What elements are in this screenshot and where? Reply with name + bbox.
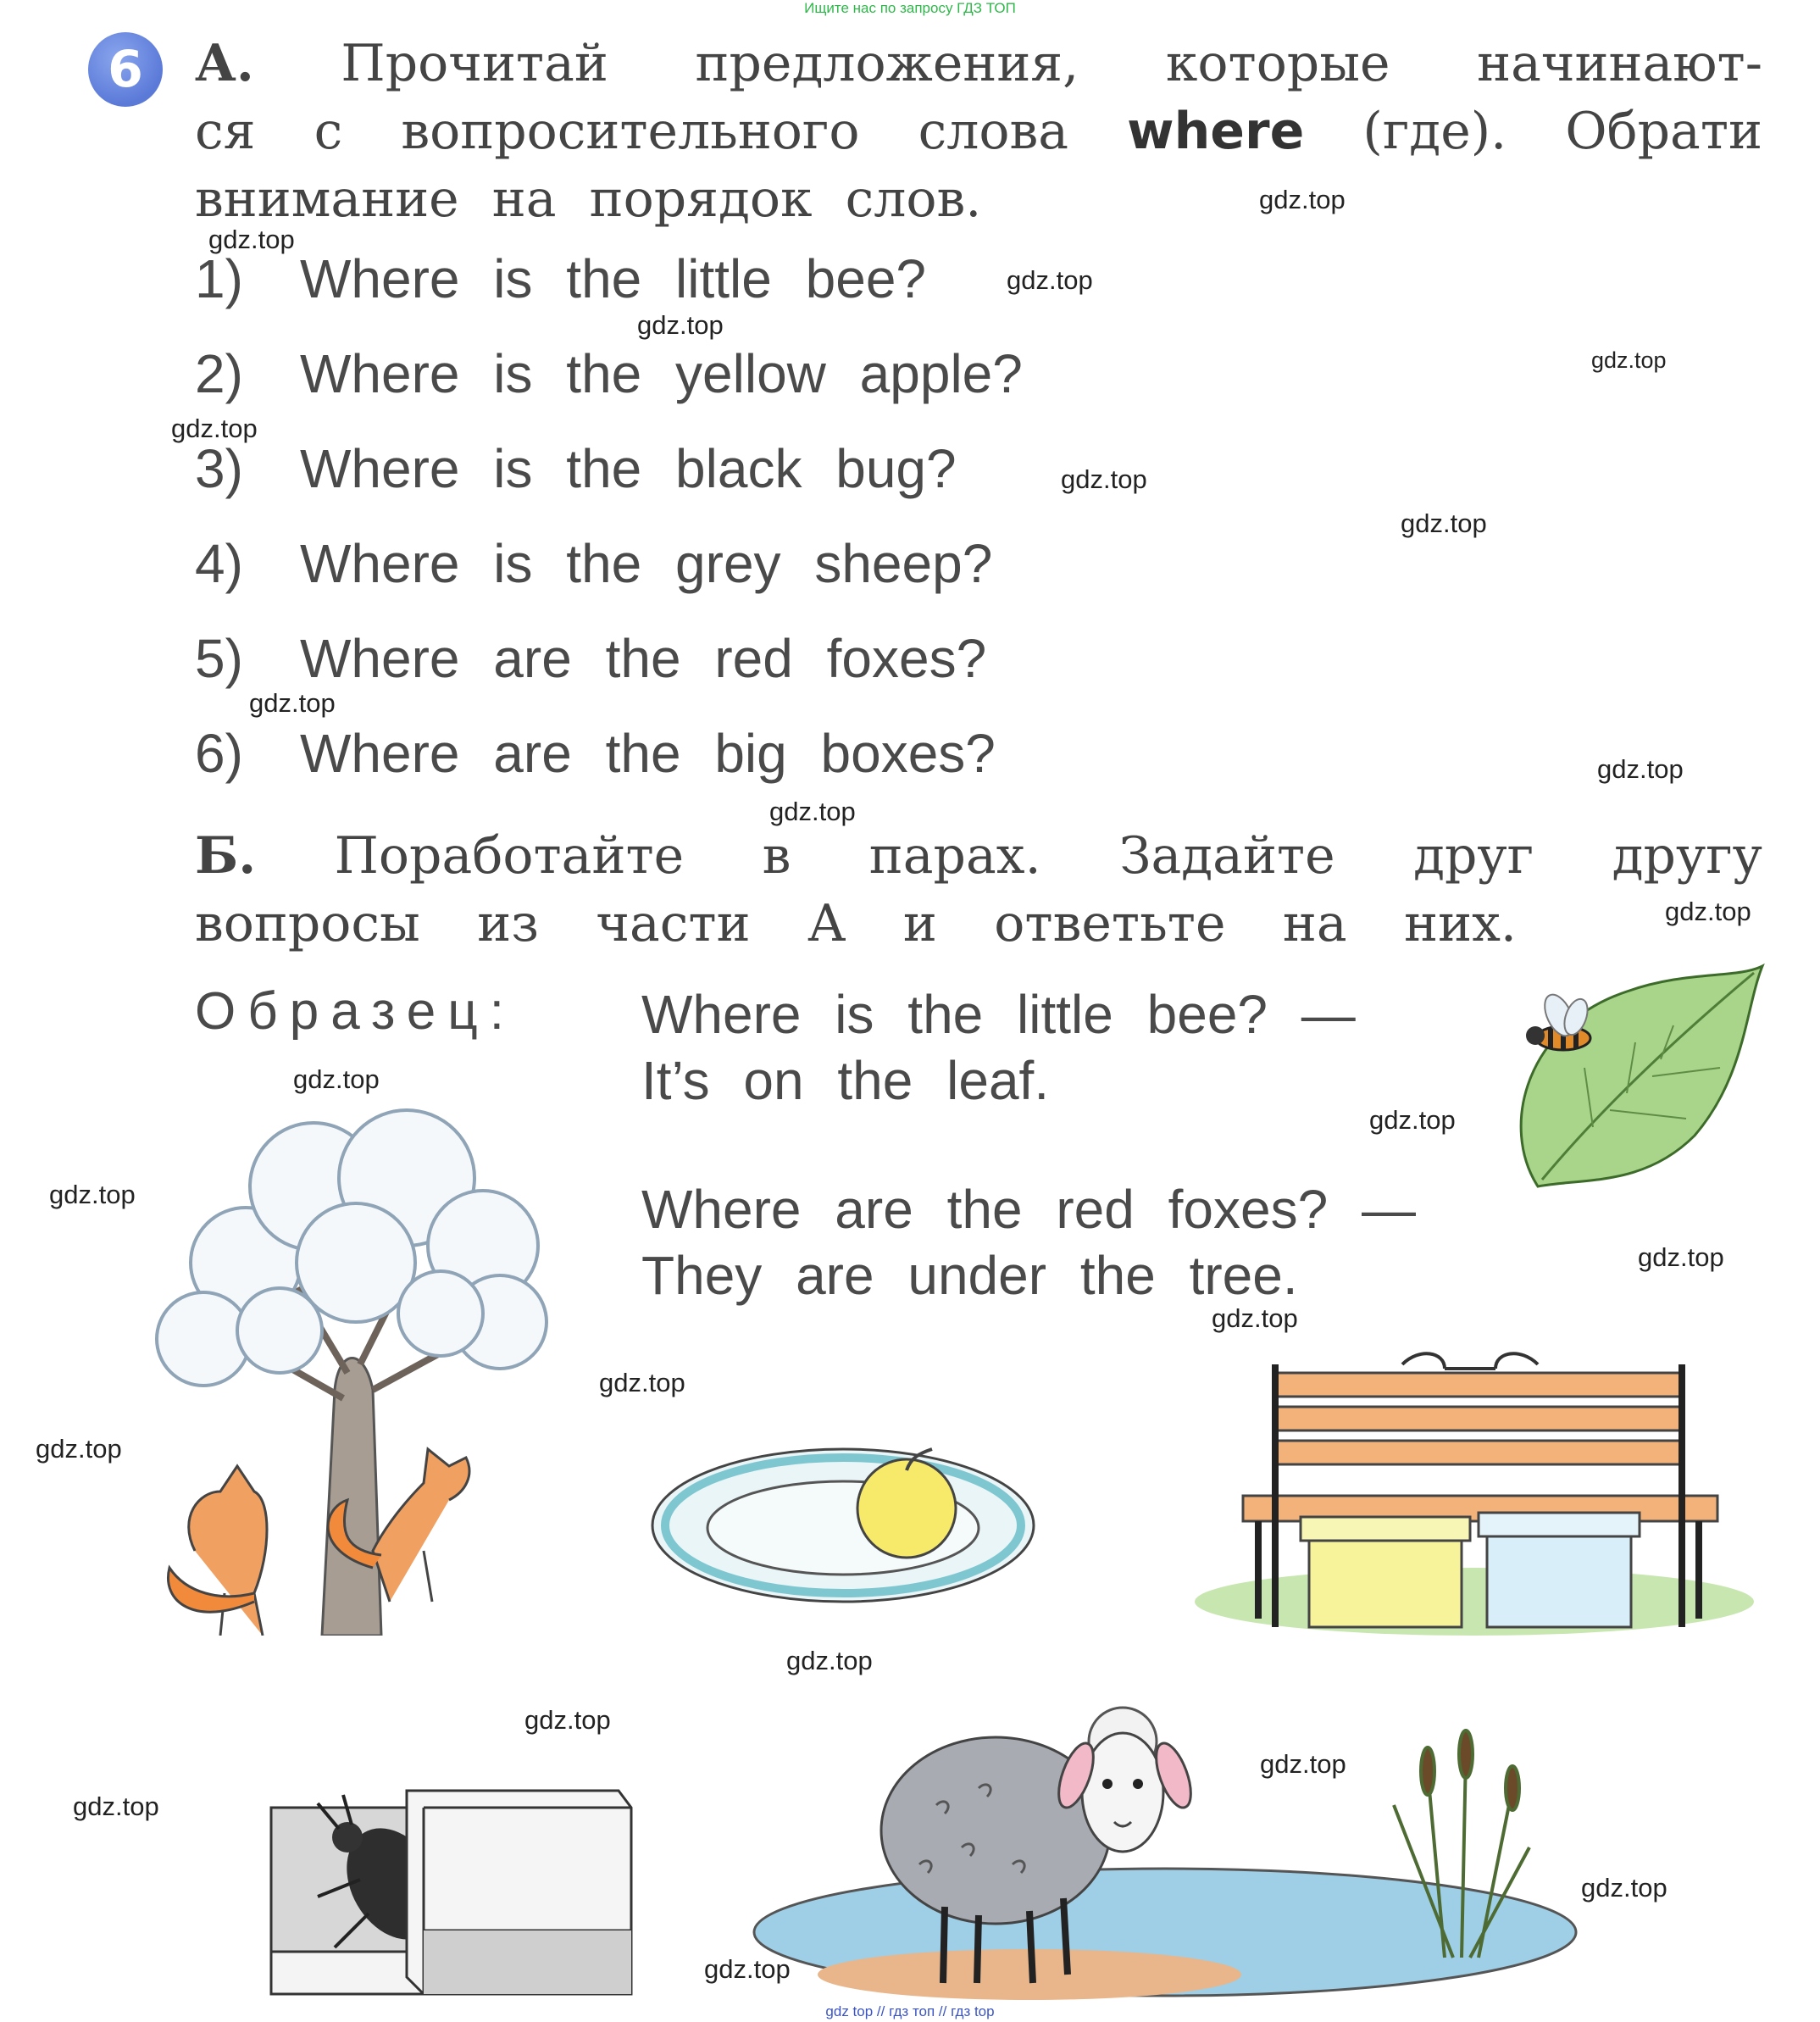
sentence-text: Where are the big boxes?	[300, 723, 996, 784]
sentence-number: 1)	[195, 248, 243, 309]
watermark: gdz.top	[524, 1705, 611, 1735]
sentence-1	[195, 247, 926, 310]
example1-question: Where is the little bee? —	[641, 984, 1356, 1045]
watermark: gdz.top	[1638, 1242, 1724, 1272]
watermark: gdz.top	[1581, 1873, 1667, 1903]
sentence-text: Where is the black bug?	[300, 438, 957, 499]
bee-on-leaf-illustration	[1491, 958, 1771, 1195]
bug-in-box-illustration	[267, 1786, 635, 1998]
sentence-3	[195, 437, 957, 500]
section-b-line1-text: Поработайте в парах. Задайте друг другу	[334, 826, 1762, 886]
sentence-text: Where is the grey sheep?	[300, 533, 993, 594]
watermark: gdz.top	[1597, 754, 1684, 784]
watermark: gdz.top	[293, 1064, 380, 1094]
tree-with-foxes-illustration	[127, 1093, 585, 1636]
watermark: gdz.top	[73, 1791, 159, 1821]
sentence-number: 5)	[195, 628, 243, 689]
watermark: gdz.top	[769, 797, 856, 826]
sentence-number: 6)	[195, 723, 243, 784]
watermark: gdz.top	[36, 1434, 122, 1464]
section-a-line1-text: Прочитай предложения, которые начинают-	[341, 34, 1763, 93]
section-a-label: А.	[195, 34, 254, 93]
exercise-number-badge: 6	[88, 32, 163, 107]
fox-icon	[168, 1466, 267, 1636]
box-icon	[1301, 1517, 1470, 1627]
sentence-2	[195, 342, 1023, 405]
sentence-number: 4)	[195, 533, 243, 594]
apple-on-plate-illustration	[648, 1436, 1038, 1606]
section-b-line2: вопросы из части А и ответьте на них.	[195, 894, 1517, 953]
sentence-text: Where are the red foxes?	[300, 628, 987, 689]
section-a-line2	[195, 97, 1762, 165]
watermark: gdz.top	[1665, 897, 1751, 926]
watermark: gdz.top	[1591, 347, 1667, 373]
watermark: gdz.top	[1369, 1105, 1456, 1135]
watermark: gdz.top	[171, 414, 258, 443]
watermark: gdz.top	[1259, 185, 1346, 214]
watermark: gdz.top	[1401, 508, 1487, 538]
bottom-banner: gdz top // гдз топ // гдз top	[825, 2003, 995, 2019]
section-b-line1	[195, 822, 1762, 890]
sentence-text: Where is the little bee?	[300, 248, 926, 309]
box-icon	[1479, 1513, 1640, 1627]
example1-answer: It’s on the leaf.	[641, 1050, 1050, 1111]
bench-with-boxes-illustration	[1190, 1347, 1758, 1636]
watermark: gdz.top	[49, 1180, 136, 1209]
watermark: gdz.top	[1061, 464, 1147, 494]
section-a-line1	[195, 30, 1762, 97]
watermark: gdz.top	[1260, 1749, 1346, 1779]
section-a-line2-before: ся с вопросительного слова	[195, 102, 1069, 161]
section-b-label: Б.	[195, 826, 257, 886]
sheep-by-pond-illustration	[750, 1703, 1580, 2000]
section-a-line3: внимание на порядок слов.	[195, 169, 982, 229]
watermark: gdz.top	[786, 1646, 873, 1675]
example2-answer: They are under the tree.	[641, 1245, 1298, 1306]
sentence-6	[195, 722, 996, 785]
watermark: gdz.top	[208, 225, 295, 254]
keyword-where: where	[1127, 102, 1305, 161]
watermark: gdz.top	[599, 1368, 685, 1397]
example2-question: Where are the red foxes? —	[641, 1179, 1416, 1240]
example-label: Образец:	[195, 982, 516, 1041]
watermark: gdz.top	[704, 1954, 791, 1984]
bee-icon	[1526, 991, 1592, 1050]
sentence-number: 2)	[195, 343, 243, 404]
sentence-5	[195, 627, 986, 690]
watermark: gdz.top	[637, 310, 724, 340]
top-banner: Ищите нас по запросу ГДЗ ТОП	[804, 0, 1016, 16]
watermark: gdz.top	[249, 688, 336, 718]
watermark: gdz.top	[1007, 265, 1093, 295]
sentence-text: Where is the yellow apple?	[300, 343, 1023, 404]
sentence-number: 3)	[195, 438, 243, 499]
watermark: gdz.top	[1212, 1303, 1298, 1333]
section-a-line2-after: (где). Обрати	[1362, 102, 1763, 161]
sentence-4	[195, 532, 992, 595]
